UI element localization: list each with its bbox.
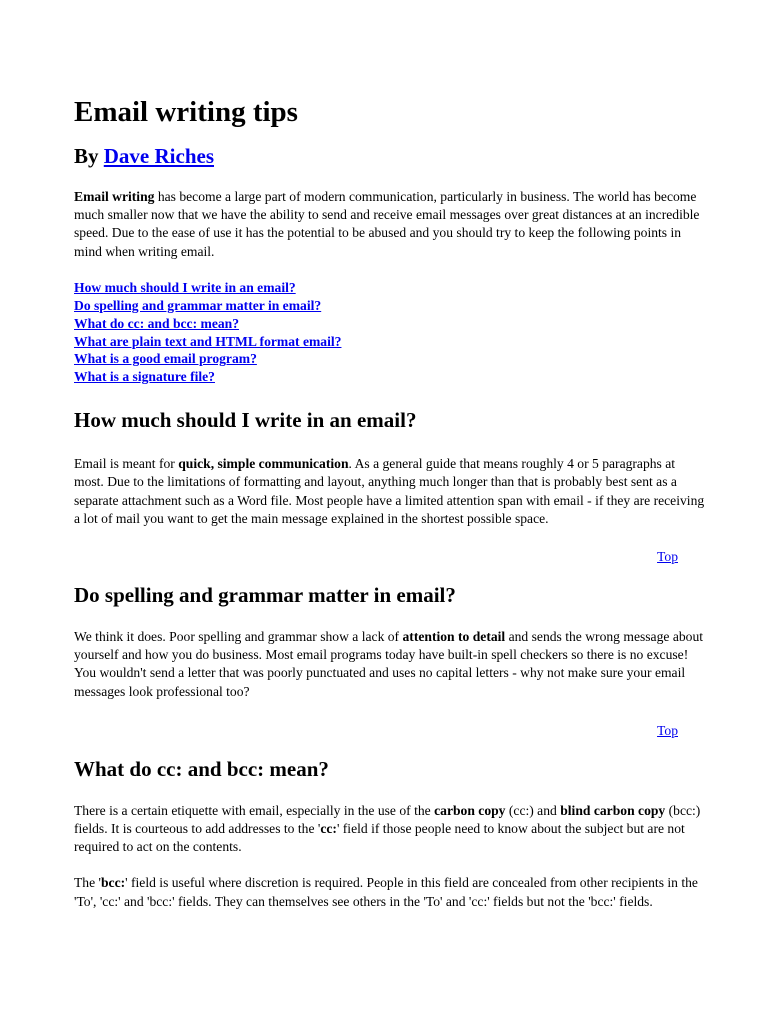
section-title-spelling-grammar: Do spelling and grammar matter in email?	[74, 583, 456, 608]
intro-text: has become a large part of modern communication, particularly in business. The world has become much smaller now that we have the ability to send and receive email messages over great distances at an incredible speed. Due to the ease of use it has the potential to be abused and you should try to keep the following points in mind when writing email.	[74, 189, 700, 259]
body-text: The '	[74, 875, 101, 891]
toc-link-how-much[interactable]: How much should I write in an email?	[74, 279, 296, 295]
byline	[74, 142, 708, 170]
toc-link-cc-bcc[interactable]: What do cc: and bcc: mean?	[74, 315, 240, 331]
toc-link-spelling-grammar[interactable]: Do spelling and grammar matter in email?	[74, 297, 322, 313]
byline-prefix: By	[74, 144, 104, 168]
table-of-contents	[74, 279, 708, 386]
intro-paragraph	[74, 188, 708, 261]
section-body-cc-bcc-1	[74, 802, 708, 857]
section-title-how-much: How much should I write in an email?	[74, 408, 417, 433]
body-emphasis: cc:	[320, 821, 337, 837]
top-link-row	[74, 548, 708, 566]
body-emphasis: attention to detail	[402, 629, 506, 645]
author-link[interactable]: Dave Riches	[103, 144, 214, 168]
section-body-spelling-grammar	[74, 628, 708, 701]
toc-link-email-program[interactable]: What is a good email program?	[74, 351, 257, 367]
body-emphasis: quick, simple communication	[178, 456, 349, 472]
body-text: (cc:) and	[505, 802, 561, 818]
body-text: We think it does. Poor spelling and grammar show a lack of	[74, 629, 403, 645]
section-body-how-much	[74, 455, 708, 528]
body-emphasis: bcc:	[100, 875, 126, 891]
top-link[interactable]: Top	[657, 722, 678, 738]
body-text: Email is meant for	[74, 456, 179, 472]
body-text: There is a certain etiquette with email, especially in the use of the	[74, 802, 435, 818]
body-text: and sends the wrong message about yourself and how you do business. Most email programs today have built-in spell checkers so there is no excuse! You wouldn't send a letter that was poorly punctuated and uses no capital letters - why not make sure your email messages look professional too?	[74, 629, 704, 699]
section-body-cc-bcc-2	[74, 874, 708, 910]
intro-lead: Email writing	[74, 189, 155, 204]
body-text: ' field if those people need to know about the subject but are not required to act on the contents.	[74, 821, 685, 855]
toc-link-plain-text-html[interactable]: What are plain text and HTML format email?	[74, 333, 342, 349]
section-title-cc-bcc: What do cc: and bcc: mean?	[74, 756, 329, 781]
body-text: . As a general guide that means roughly 4 or 5 paragraphs at most. Due to the limitations of formatting and layout, anything much longer than that is probably best sent as a separate attachment such as a Word file. Most people have a limited attention span with email - if they are receiving a lot of mail you want to get the main message explained in the shortest possible space.	[74, 456, 705, 526]
toc-link-signature-file[interactable]: What is a signature file?	[74, 369, 215, 385]
top-link[interactable]: Top	[657, 549, 678, 565]
body-text: (bcc:) fields. It is courteous to add addresses to the '	[74, 802, 701, 837]
page-title: Email writing tips	[74, 96, 298, 128]
top-link-row	[74, 722, 708, 740]
body-emphasis: blind carbon copy	[560, 802, 666, 818]
body-text: ' field is useful where discretion is required. People in this field are concealed from other recipients in the 'To', 'cc:' and 'bcc:' fields. They can themselves see others in the 'To' and 'cc:' fields but not the 'bcc:' fields.	[74, 875, 698, 909]
body-emphasis: carbon copy	[434, 802, 506, 818]
